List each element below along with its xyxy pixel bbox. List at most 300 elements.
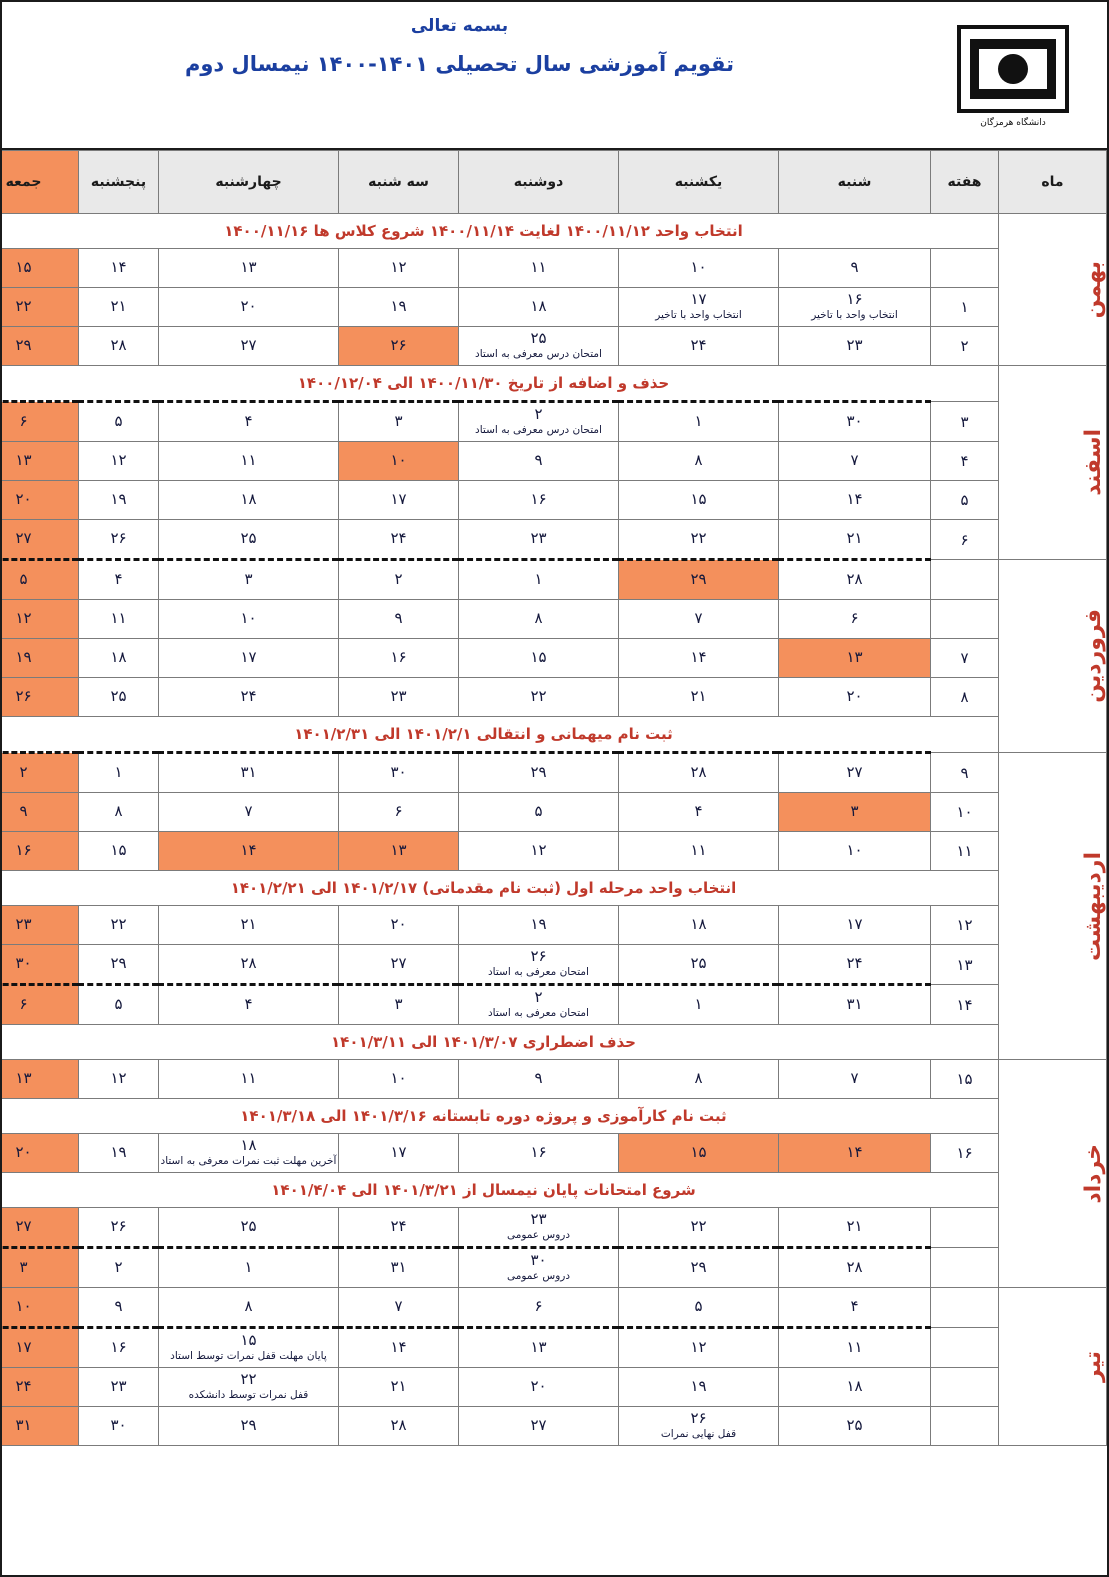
day-cell bbox=[779, 481, 931, 520]
day-cell bbox=[79, 945, 159, 985]
day-number: ۴ bbox=[114, 570, 123, 589]
day-cell bbox=[79, 753, 159, 793]
day-number: ۴ bbox=[244, 412, 253, 431]
day-number: ۱۲ bbox=[110, 451, 127, 470]
day-cell bbox=[459, 481, 619, 520]
banner-b1: انتخاب واحد ۱۴۰۰/۱۱/۱۲ لغایت ۱۴۰۰/۱۱/۱۴ شروع کلاس ها ۱۴۰۰/۱۱/۱۶ bbox=[0, 214, 999, 249]
day-cell bbox=[79, 1208, 159, 1248]
month-label: خرداد bbox=[1081, 1143, 1106, 1204]
day-number: ۱۰ bbox=[390, 1069, 407, 1088]
day-number: ۸ bbox=[694, 1069, 703, 1088]
day-number: ۲۵ bbox=[846, 1416, 863, 1435]
day-number: ۲۱ bbox=[846, 1217, 863, 1236]
day-cell bbox=[339, 1368, 459, 1407]
day-cell bbox=[779, 288, 931, 327]
column-header-wednesday: چهارشنبه bbox=[159, 151, 339, 214]
day-cell bbox=[0, 600, 79, 639]
day-note: امتحان درس معرفی به استاد bbox=[475, 423, 602, 436]
day-cell bbox=[159, 1328, 339, 1368]
day-cell bbox=[459, 1134, 619, 1173]
day-cell bbox=[779, 249, 931, 288]
day-number: ۹ bbox=[19, 802, 28, 821]
day-number: ۲ bbox=[19, 763, 28, 782]
table-row bbox=[0, 985, 1107, 1025]
day-number: ۳ bbox=[19, 1258, 28, 1277]
day-number: ۲۹ bbox=[240, 1416, 257, 1435]
day-cell bbox=[619, 639, 779, 678]
month-cell-bahman bbox=[999, 214, 1107, 366]
week-number-cell bbox=[931, 600, 999, 639]
month-cell-esfand bbox=[999, 366, 1107, 560]
day-number: ۱۵ bbox=[240, 1331, 257, 1350]
day-number: ۵ bbox=[114, 412, 123, 431]
day-cell bbox=[459, 327, 619, 366]
day-cell bbox=[0, 560, 79, 600]
day-number: ۱۵ bbox=[690, 490, 707, 509]
day-number: ۲ bbox=[534, 405, 543, 424]
table-row bbox=[0, 600, 1107, 639]
day-cell bbox=[0, 1407, 79, 1446]
day-cell bbox=[779, 639, 931, 678]
day-cell bbox=[619, 678, 779, 717]
logo-caption: دانشگاه هرمزگان bbox=[980, 117, 1046, 128]
week-number-cell bbox=[931, 1328, 999, 1368]
day-cell bbox=[339, 985, 459, 1025]
day-number: ۱۷ bbox=[390, 490, 407, 509]
week-number-cell: ۸ bbox=[931, 678, 999, 717]
day-cell bbox=[619, 481, 779, 520]
day-number: ۲۹ bbox=[530, 763, 547, 782]
day-number: ۲ bbox=[394, 570, 403, 589]
day-cell bbox=[779, 1060, 931, 1099]
day-number: ۲۹ bbox=[690, 570, 707, 589]
day-cell bbox=[459, 442, 619, 481]
day-cell bbox=[459, 793, 619, 832]
month-cell-khordad bbox=[999, 1060, 1107, 1288]
day-number: ۲۳ bbox=[846, 336, 863, 355]
day-number: ۳ bbox=[394, 995, 403, 1014]
table-row bbox=[0, 1060, 1107, 1099]
day-number: ۱۸ bbox=[846, 1377, 863, 1396]
day-number: ۴ bbox=[694, 802, 703, 821]
day-cell bbox=[459, 639, 619, 678]
day-number: ۱۹ bbox=[110, 490, 127, 509]
day-number: ۶ bbox=[394, 802, 403, 821]
day-cell bbox=[339, 402, 459, 442]
month-cell-ordibehesht bbox=[999, 753, 1107, 1060]
day-number: ۲۴ bbox=[390, 1217, 407, 1236]
table-row bbox=[0, 678, 1107, 717]
day-number: ۱۰ bbox=[390, 451, 407, 470]
day-cell bbox=[159, 520, 339, 560]
day-number: ۲ bbox=[114, 1258, 123, 1277]
day-cell bbox=[79, 639, 159, 678]
day-cell bbox=[339, 520, 459, 560]
day-cell bbox=[0, 1208, 79, 1248]
day-cell bbox=[0, 906, 79, 945]
day-cell bbox=[339, 1060, 459, 1099]
day-number: ۴ bbox=[850, 1297, 859, 1316]
day-number: ۳۰ bbox=[846, 412, 863, 431]
day-number: ۲۸ bbox=[110, 336, 127, 355]
table-row bbox=[0, 1407, 1107, 1446]
day-number: ۳ bbox=[850, 802, 859, 821]
day-cell bbox=[619, 442, 779, 481]
day-number: ۲۶ bbox=[390, 336, 407, 355]
day-number: ۹ bbox=[394, 609, 403, 628]
day-number: ۱۹ bbox=[690, 1377, 707, 1396]
day-cell bbox=[779, 906, 931, 945]
day-number: ۲۸ bbox=[240, 954, 257, 973]
day-cell bbox=[779, 442, 931, 481]
day-number: ۱ bbox=[694, 412, 703, 431]
day-cell bbox=[159, 600, 339, 639]
day-number: ۱۹ bbox=[110, 1143, 127, 1162]
day-cell bbox=[459, 288, 619, 327]
day-number: ۷ bbox=[694, 609, 703, 628]
day-number: ۲۲ bbox=[110, 915, 127, 934]
day-cell bbox=[339, 288, 459, 327]
day-cell bbox=[619, 1248, 779, 1288]
day-number: ۳۰ bbox=[530, 1251, 547, 1270]
day-cell bbox=[779, 402, 931, 442]
day-cell bbox=[79, 481, 159, 520]
table-row bbox=[0, 1208, 1107, 1248]
day-cell bbox=[619, 327, 779, 366]
day-cell bbox=[339, 1407, 459, 1446]
day-number: ۱۷ bbox=[15, 1338, 32, 1357]
day-number: ۲۰ bbox=[15, 490, 32, 509]
day-cell bbox=[339, 560, 459, 600]
day-number: ۸ bbox=[694, 451, 703, 470]
day-cell bbox=[79, 1134, 159, 1173]
day-number: ۲۰ bbox=[390, 915, 407, 934]
day-number: ۱۸ bbox=[690, 915, 707, 934]
day-number: ۲۵ bbox=[240, 529, 257, 548]
table-row bbox=[0, 402, 1107, 442]
day-cell bbox=[339, 945, 459, 985]
table-row bbox=[0, 481, 1107, 520]
day-number: ۱۷ bbox=[846, 915, 863, 934]
day-number: ۱۰ bbox=[846, 841, 863, 860]
day-cell bbox=[619, 1134, 779, 1173]
banner-b3: ثبت نام میهمانی و انتقالی ۱۴۰۱/۲/۱ الی ۱۴۰۱/۲/۳۱ bbox=[0, 717, 999, 753]
day-number: ۱۰ bbox=[15, 1297, 32, 1316]
bismillah-text: بسمه تعالی bbox=[410, 16, 509, 36]
day-number: ۲۴ bbox=[390, 529, 407, 548]
day-note: امتحان درس معرفی به استاد bbox=[475, 347, 602, 360]
day-number: ۲۹ bbox=[110, 954, 127, 973]
day-cell bbox=[459, 832, 619, 871]
day-cell bbox=[79, 1060, 159, 1099]
day-cell bbox=[619, 1368, 779, 1407]
week-number-cell: ۱۳ bbox=[931, 945, 999, 985]
day-cell bbox=[79, 560, 159, 600]
day-number: ۱۰ bbox=[690, 258, 707, 277]
column-header-sunday: یکشنبه bbox=[619, 151, 779, 214]
day-number: ۶ bbox=[19, 412, 28, 431]
day-cell bbox=[779, 560, 931, 600]
day-number: ۲۰ bbox=[846, 687, 863, 706]
day-number: ۱۳ bbox=[240, 258, 257, 277]
day-number: ۲۷ bbox=[846, 763, 863, 782]
day-cell bbox=[159, 793, 339, 832]
day-number: ۶ bbox=[19, 995, 28, 1014]
day-cell bbox=[0, 793, 79, 832]
column-header-month: ماه bbox=[999, 151, 1107, 214]
table-row bbox=[0, 793, 1107, 832]
day-number: ۱۹ bbox=[390, 297, 407, 316]
day-cell bbox=[779, 1407, 931, 1446]
day-cell bbox=[619, 945, 779, 985]
week-number-cell bbox=[931, 1368, 999, 1407]
day-cell bbox=[0, 678, 79, 717]
day-cell bbox=[779, 520, 931, 560]
day-note: قفل نهایی نمرات bbox=[660, 1427, 737, 1440]
day-number: ۴ bbox=[244, 995, 253, 1014]
day-cell bbox=[0, 753, 79, 793]
day-number: ۳۰ bbox=[15, 954, 32, 973]
day-cell bbox=[339, 600, 459, 639]
table-row bbox=[0, 288, 1107, 327]
day-cell bbox=[619, 600, 779, 639]
day-cell bbox=[159, 442, 339, 481]
day-number: ۲ bbox=[534, 988, 543, 1007]
day-number: ۱۷ bbox=[240, 648, 257, 667]
day-note: امتحان معرفی به استاد bbox=[488, 1006, 589, 1019]
week-number-cell: ۱۱ bbox=[931, 832, 999, 871]
day-number: ۲۸ bbox=[690, 763, 707, 782]
day-cell bbox=[159, 327, 339, 366]
day-cell bbox=[0, 1328, 79, 1368]
day-number: ۱ bbox=[534, 570, 543, 589]
day-cell bbox=[159, 639, 339, 678]
day-cell bbox=[0, 1288, 79, 1328]
day-number: ۲۳ bbox=[390, 687, 407, 706]
day-cell bbox=[0, 1248, 79, 1288]
week-number-cell: ۱۰ bbox=[931, 793, 999, 832]
day-cell bbox=[79, 906, 159, 945]
day-cell bbox=[459, 678, 619, 717]
table-row bbox=[0, 327, 1107, 366]
week-number-cell: ۱۶ bbox=[931, 1134, 999, 1173]
day-cell bbox=[459, 249, 619, 288]
day-cell bbox=[779, 985, 931, 1025]
day-number: ۱۲ bbox=[390, 258, 407, 277]
day-number: ۱۷ bbox=[690, 290, 707, 309]
day-number: ۱۱ bbox=[110, 609, 127, 628]
month-label: اردیبهشت bbox=[1081, 851, 1106, 961]
table-row bbox=[0, 249, 1107, 288]
day-cell bbox=[459, 906, 619, 945]
day-number: ۱ bbox=[244, 1258, 253, 1277]
day-cell bbox=[159, 560, 339, 600]
day-number: ۸ bbox=[114, 802, 123, 821]
day-note: دروس عمومی bbox=[506, 1269, 571, 1282]
day-number: ۱۴ bbox=[110, 258, 127, 277]
day-note: پایان مهلت قفل نمرات توسط استاد bbox=[170, 1349, 327, 1362]
day-number: ۲۸ bbox=[390, 1416, 407, 1435]
day-number: ۱۲ bbox=[15, 609, 32, 628]
day-number: ۲۷ bbox=[15, 529, 32, 548]
day-cell bbox=[79, 678, 159, 717]
day-cell bbox=[159, 1134, 339, 1173]
week-number-cell: ۲ bbox=[931, 327, 999, 366]
day-note: قفل نمرات توسط دانشکده bbox=[188, 1388, 309, 1401]
page-header bbox=[2, 2, 1107, 150]
day-number: ۲۵ bbox=[240, 1217, 257, 1236]
day-number: ۵ bbox=[534, 802, 543, 821]
week-number-cell bbox=[931, 1208, 999, 1248]
day-cell bbox=[159, 1368, 339, 1407]
day-number: ۱۰ bbox=[240, 609, 257, 628]
day-number: ۳۰ bbox=[110, 1416, 127, 1435]
day-number: ۲۷ bbox=[240, 336, 257, 355]
page-title: تقویم آموزشی سال تحصیلی ۱۴۰۱-۱۴۰۰ نیمسال دوم bbox=[184, 52, 735, 76]
day-number: ۲۷ bbox=[15, 1217, 32, 1236]
day-number: ۱۳ bbox=[390, 841, 407, 860]
day-number: ۲۳ bbox=[110, 1377, 127, 1396]
calendar-table bbox=[0, 150, 1107, 1446]
day-number: ۲۳ bbox=[15, 915, 32, 934]
day-number: ۲۴ bbox=[846, 954, 863, 973]
day-number: ۱۵ bbox=[15, 258, 32, 277]
day-cell bbox=[459, 1368, 619, 1407]
table-row bbox=[0, 906, 1107, 945]
month-label: فروردین bbox=[1081, 609, 1106, 703]
day-number: ۳۱ bbox=[240, 763, 257, 782]
day-cell bbox=[619, 402, 779, 442]
day-number: ۳ bbox=[244, 570, 253, 589]
day-number: ۱۴ bbox=[846, 1143, 863, 1162]
day-cell bbox=[79, 1248, 159, 1288]
day-cell bbox=[0, 832, 79, 871]
day-cell bbox=[459, 753, 619, 793]
week-number-cell bbox=[931, 249, 999, 288]
day-number: ۱۴ bbox=[690, 648, 707, 667]
day-number: ۲۱ bbox=[240, 915, 257, 934]
day-cell bbox=[779, 832, 931, 871]
day-cell bbox=[779, 1288, 931, 1328]
day-cell bbox=[79, 520, 159, 560]
day-cell bbox=[339, 639, 459, 678]
table-row bbox=[0, 753, 1107, 793]
day-number: ۲۵ bbox=[690, 954, 707, 973]
day-number: ۱۶ bbox=[110, 1338, 127, 1357]
day-cell bbox=[339, 327, 459, 366]
day-cell bbox=[159, 1407, 339, 1446]
day-cell bbox=[779, 678, 931, 717]
day-cell bbox=[619, 985, 779, 1025]
table-row bbox=[0, 560, 1107, 600]
day-number: ۲۳ bbox=[530, 1210, 547, 1229]
day-cell bbox=[619, 1208, 779, 1248]
day-number: ۲۱ bbox=[846, 529, 863, 548]
day-number: ۲۰ bbox=[15, 1143, 32, 1162]
day-cell bbox=[619, 249, 779, 288]
day-cell bbox=[459, 600, 619, 639]
banner-b6: ثبت نام کارآموزی و پروژه دوره تابستانه ۱۴۰۱/۳/۱۶ الی ۱۴۰۱/۳/۱۸ bbox=[0, 1099, 999, 1134]
day-cell bbox=[79, 249, 159, 288]
day-number: ۱۵ bbox=[690, 1143, 707, 1162]
day-number: ۲۲ bbox=[240, 1370, 257, 1389]
day-cell bbox=[79, 402, 159, 442]
day-cell bbox=[779, 1248, 931, 1288]
day-cell bbox=[159, 945, 339, 985]
banner-b2: حذف و اضافه از تاریخ ۱۴۰۰/۱۱/۳۰ الی ۱۴۰۰/۱۲/۰۴ bbox=[0, 366, 999, 402]
table-row bbox=[0, 1134, 1107, 1173]
week-number-cell: ۵ bbox=[931, 481, 999, 520]
day-cell bbox=[779, 793, 931, 832]
day-cell bbox=[459, 985, 619, 1025]
day-cell bbox=[339, 678, 459, 717]
day-cell bbox=[459, 1060, 619, 1099]
day-cell bbox=[159, 1248, 339, 1288]
day-cell bbox=[159, 832, 339, 871]
day-number: ۱۳ bbox=[15, 1069, 32, 1088]
day-cell bbox=[159, 906, 339, 945]
day-number: ۲۷ bbox=[530, 1416, 547, 1435]
day-number: ۱۴ bbox=[846, 490, 863, 509]
week-number-cell: ۱۴ bbox=[931, 985, 999, 1025]
table-row bbox=[0, 945, 1107, 985]
day-cell bbox=[79, 1368, 159, 1407]
day-number: ۱۲ bbox=[690, 1338, 707, 1357]
day-number: ۳۱ bbox=[15, 1416, 32, 1435]
day-cell bbox=[779, 1208, 931, 1248]
day-cell bbox=[339, 1248, 459, 1288]
day-cell bbox=[0, 1134, 79, 1173]
week-number-cell: ۱ bbox=[931, 288, 999, 327]
day-number: ۱۶ bbox=[530, 490, 547, 509]
day-cell bbox=[79, 327, 159, 366]
day-cell bbox=[0, 481, 79, 520]
day-note: انتخاب واحد با تاخیر bbox=[655, 308, 742, 321]
day-number: ۱۸ bbox=[240, 1136, 257, 1155]
day-number: ۲۹ bbox=[690, 1258, 707, 1277]
day-number: ۱ bbox=[694, 995, 703, 1014]
day-number: ۱۳ bbox=[15, 451, 32, 470]
day-number: ۲۲ bbox=[690, 1217, 707, 1236]
table-row bbox=[0, 1288, 1107, 1328]
day-number: ۲۴ bbox=[240, 687, 257, 706]
day-cell bbox=[459, 520, 619, 560]
day-number: ۱۶ bbox=[390, 648, 407, 667]
day-cell bbox=[79, 1288, 159, 1328]
day-cell bbox=[779, 1328, 931, 1368]
week-number-cell bbox=[931, 1288, 999, 1328]
day-cell bbox=[159, 1288, 339, 1328]
day-cell bbox=[0, 402, 79, 442]
day-number: ۶ bbox=[850, 609, 859, 628]
day-number: ۲۶ bbox=[110, 1217, 127, 1236]
day-cell bbox=[339, 906, 459, 945]
day-cell bbox=[0, 520, 79, 560]
week-number-cell: ۳ bbox=[931, 402, 999, 442]
day-number: ۲۵ bbox=[530, 329, 547, 348]
month-label: تیر bbox=[1081, 1351, 1106, 1382]
day-number: ۱۴ bbox=[240, 841, 257, 860]
day-note: آخرین مهلت ثبت نمرات معرفی به استاد bbox=[160, 1154, 337, 1167]
day-cell bbox=[159, 481, 339, 520]
day-number: ۱۶ bbox=[530, 1143, 547, 1162]
day-cell bbox=[779, 600, 931, 639]
day-cell bbox=[339, 832, 459, 871]
day-number: ۳۱ bbox=[390, 1258, 407, 1277]
day-number: ۹ bbox=[114, 1297, 123, 1316]
day-number: ۲۱ bbox=[690, 687, 707, 706]
day-cell bbox=[339, 1288, 459, 1328]
